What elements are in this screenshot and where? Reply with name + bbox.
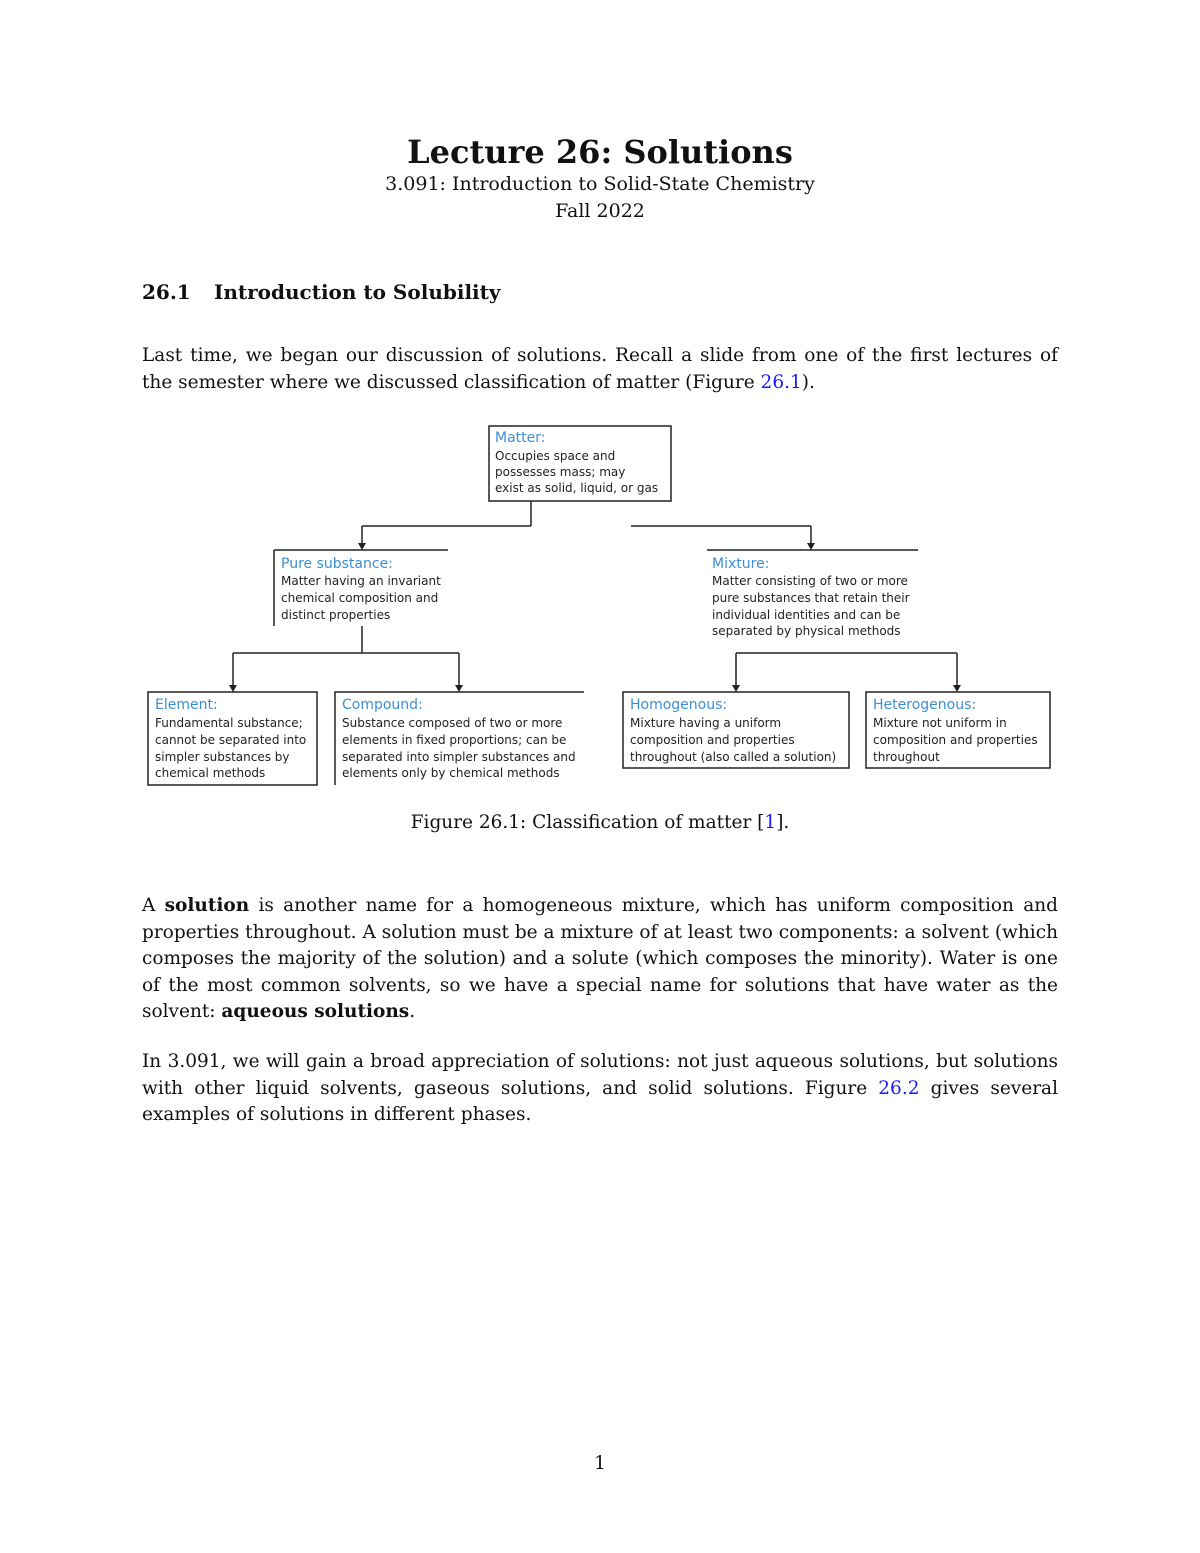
lecture-title: Lecture 26: Solutions xyxy=(407,133,793,171)
term-aqueous-solutions: aqueous solutions xyxy=(221,1001,410,1022)
element-line: chemical methods xyxy=(155,766,266,780)
compound-title: Compound: xyxy=(342,697,423,713)
compound-line: elements in fixed proportions; can be xyxy=(342,733,567,747)
mixture-line: pure substances that retain their xyxy=(712,591,910,605)
figure-ref-link[interactable]: 26.2 xyxy=(878,1077,920,1099)
element-line: Fundamental substance; xyxy=(155,716,303,730)
page-number: 1 xyxy=(594,1453,606,1474)
pure-line: Matter having an invariant xyxy=(281,574,441,588)
paragraph-scope xyxy=(142,1049,1058,1129)
matter-line: Occupies space and xyxy=(495,449,616,463)
compound-line: separated into simpler substances and xyxy=(342,750,576,764)
mixture-line: Matter consisting of two or more xyxy=(712,574,908,588)
paragraph-text: gives several examples of solutions in different phases. xyxy=(142,1077,1058,1125)
homogenous-line: Mixture having a uniform xyxy=(630,716,782,730)
paragraph-solution-definition xyxy=(142,893,1058,1026)
pure-title: Pure substance: xyxy=(281,556,393,572)
matter-line: exist as solid, liquid, or gas xyxy=(495,481,659,495)
course-name: 3.091: Introduction to Solid-State Chemistry xyxy=(385,173,815,195)
element-line: cannot be separated into xyxy=(155,733,307,747)
compound-line: Substance composed of two or more xyxy=(342,716,563,730)
heterogenous-line: Mixture not uniform in xyxy=(873,716,1007,730)
section-title: Introduction to Solubility xyxy=(214,280,501,304)
paragraph-text: is another name for a homogeneous mixture, which has uniform composition and properties throughout. A solution must be a mixture of at least two components: a solvent (which composes the majority of the solution) and a solute (which composes the minority). Water is one of the most common solvents, so we have a special name for solutions that have water as the solvent: xyxy=(142,895,1058,1022)
term-solution: solution xyxy=(164,895,250,916)
homogenous-title: Homogenous: xyxy=(630,697,728,713)
pure-line: chemical composition and xyxy=(281,591,439,605)
matter-title: Matter: xyxy=(495,430,546,446)
paragraph-text: A xyxy=(142,895,165,916)
heterogenous-title: Heterogenous: xyxy=(873,697,977,713)
element-title: Element: xyxy=(155,697,218,713)
pure-line: distinct properties xyxy=(281,608,391,622)
caption-text: ]. xyxy=(776,812,790,833)
mixture-line: separated by physical methods xyxy=(712,624,901,638)
paragraph-text: . xyxy=(409,1001,416,1022)
figure-ref-link[interactable]: 26.1 xyxy=(760,371,802,393)
caption-text: Figure 26.1: Classification of matter [ xyxy=(410,812,765,833)
paragraph-text: In 3.091, we will gain a broad appreciation of solutions: not just aqueous solutions, but solutions with other liquid solvents, gaseous solutions, and solid solutions. Figure xyxy=(142,1051,1058,1099)
element-line: simpler substances by xyxy=(155,750,290,764)
figure-caption xyxy=(0,812,1200,833)
term: Fall 2022 xyxy=(555,200,645,222)
paragraph-text: Last time, we began our discussion of solutions. Recall a slide from one of the first lectures of the semester where we discussed classification of matter (Figure xyxy=(142,345,1058,393)
homogenous-line: composition and properties xyxy=(630,733,795,747)
mixture-line: individual identities and can be xyxy=(712,608,901,622)
compound-line: elements only by chemical methods xyxy=(342,766,560,780)
matter-line: possesses mass; may xyxy=(495,465,626,479)
heterogenous-line: composition and properties xyxy=(873,733,1038,747)
section-number: 26.1 xyxy=(142,280,191,304)
citation-link[interactable]: 1 xyxy=(764,812,777,833)
homogenous-line: throughout (also called a solution) xyxy=(630,750,837,764)
heterogenous-line: throughout xyxy=(873,750,940,764)
mixture-title: Mixture: xyxy=(712,556,770,572)
paragraph-text: ). xyxy=(801,371,815,393)
